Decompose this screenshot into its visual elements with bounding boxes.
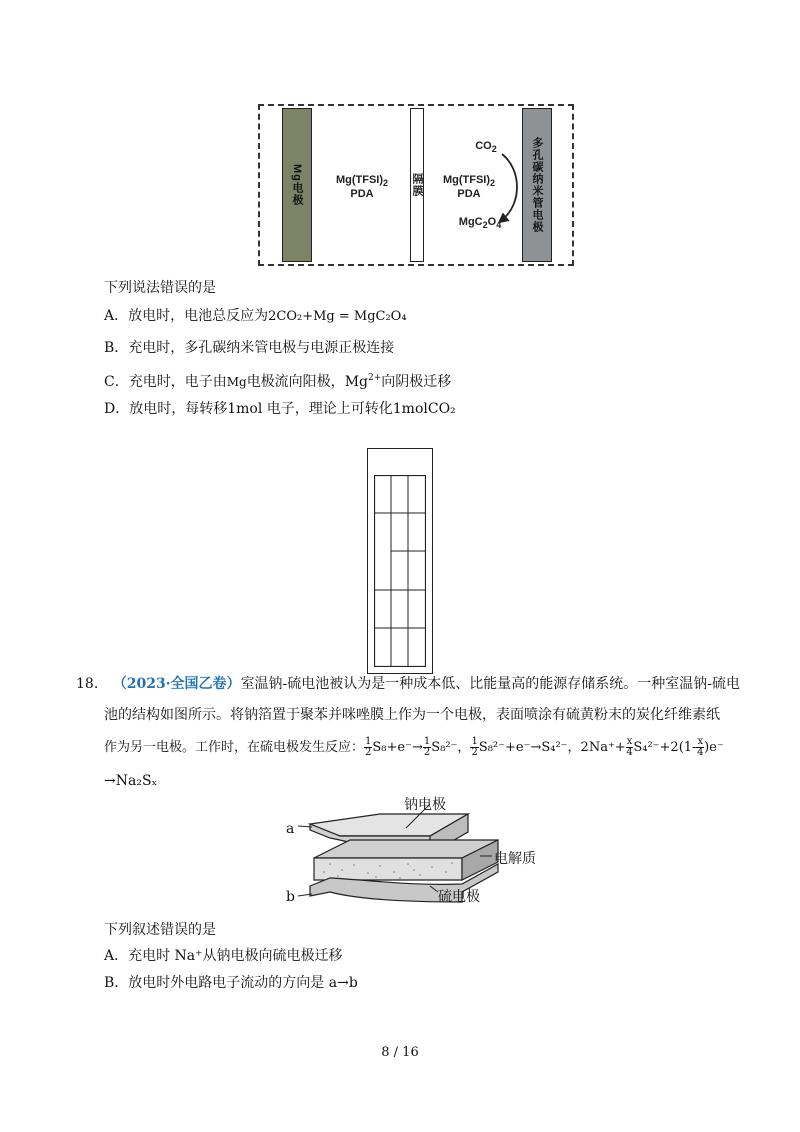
question-number: 18.	[76, 676, 99, 692]
left-electrolyte-label: $Mg(TFSI)_2$ PDA	[335, 174, 389, 200]
page-number: 8 / 16	[381, 1045, 419, 1060]
q17-option-d: D．放电时，每转移1mol 电子，理论上可转化1molCO₂	[104, 401, 456, 417]
answer-grid-figure	[367, 448, 433, 674]
mgc2o4-label: $MgC_2O_4$	[458, 216, 502, 230]
q17-option-b: B．充电时，多孔碳纳米管电极与电源正极连接	[104, 340, 395, 356]
fraction-half-1: $\frac{1}{2}$	[365, 736, 372, 758]
separator	[410, 108, 424, 262]
sodium-electrode-label: 钠电极	[404, 797, 446, 813]
co2-label: $CO_2$	[475, 140, 497, 154]
q17-option-c: C．充电时，电子由Mg电极流向阳极，$Mg^{2+}$向阴极迁移	[104, 373, 452, 390]
q18-line2: 池的结构如图所示。将钠箔置于聚苯并咪唑膜上作为一个电极，表面喷涂有硫黄粉末的炭化纤维素纸	[104, 707, 720, 723]
question-source: （2023·全国乙卷）	[112, 676, 241, 692]
mg-electrode	[282, 108, 312, 262]
mg-electrode-label: Mg电极	[291, 164, 303, 206]
q18-option-b: B．放电时外电路电子流动的方向是 a→b	[104, 975, 358, 991]
fraction-half-3: $\frac{1}{2}$	[471, 736, 478, 758]
q18-prompt: 下列叙述错误的是	[104, 922, 216, 938]
fraction-x-4-2: $\frac{x}{4}$	[697, 736, 704, 758]
q17-option-a: A．放电时，电池总反应为2CO₂+Mg = MgC₂O₄	[104, 308, 407, 324]
sulfur-electrode-label: 硫电极	[438, 889, 480, 905]
fraction-half-2: $\frac{1}{2}$	[423, 736, 431, 758]
answer-grid	[374, 475, 426, 667]
right-electrolyte-label: $Mg(TFSI)_2$ PDA	[442, 174, 496, 200]
q18-line1: 18. （2023·全国乙卷）室温钠-硫电池被认为是一种成本低、比能量高的能源存储系统。一种室温钠-硫电	[76, 676, 741, 692]
q18-option-a: A．充电时 Na⁺从钠电极向硫电极迁移	[104, 948, 343, 964]
separator-label: 隔膜	[411, 173, 423, 197]
q18-line4: →Na₂Sₓ	[104, 773, 158, 789]
fraction-x-4-1: $\frac{x}{4}$	[626, 736, 633, 758]
q17-prompt: 下列说法错误的是	[104, 280, 216, 296]
mg-co2-battery-figure	[258, 104, 574, 266]
cnt-electrode-label: 多孔碳纳米管电极	[531, 137, 543, 233]
terminal-b-label: b	[286, 889, 295, 905]
q18-line3: 作为另一电极。工作时，在硫电极发生反应： $\frac{1}{2}$ S₈+e⁻→ $\frac{1}{2}$ S₈²⁻， $\frac{1}{2}$ S₈²⁻+e⁻→S₄²⁻，2Na⁺+ $\frac{x}{4}$ S₄²⁻+2(1- $\frac{x}{4}$ )e⁻	[104, 736, 724, 758]
carbon-nanotube-electrode	[522, 108, 552, 262]
terminal-a-label: a	[286, 821, 295, 837]
electrolyte-label: 电解质	[494, 851, 536, 867]
